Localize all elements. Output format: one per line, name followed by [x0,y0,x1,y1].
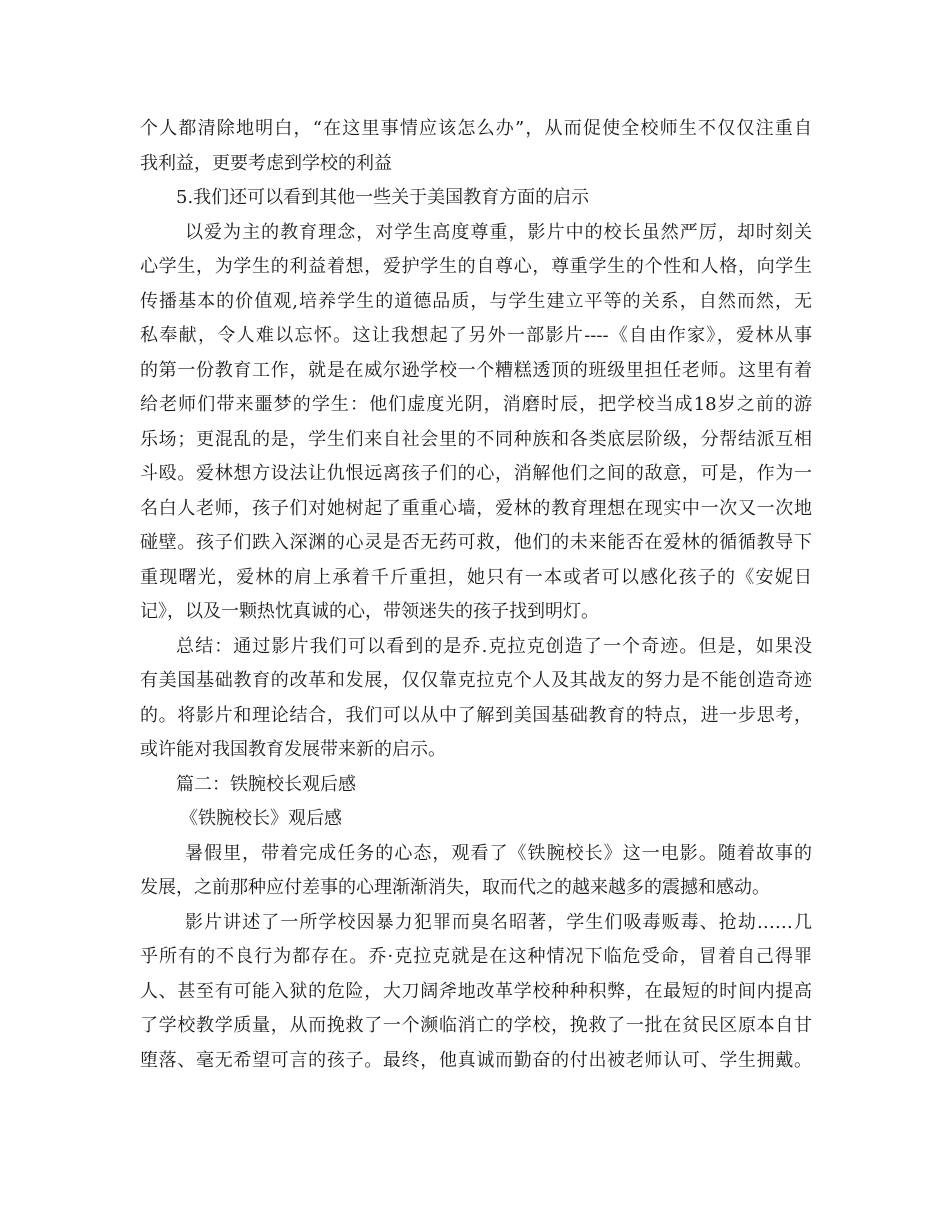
text-line: 心学生，为学生的利益着想，爱护学生的自尊心，尊重学生的个性和人格，向学生 [140,256,812,277]
text-line: 以爱为主的教育理念，对学生高度尊重，影片中的校长虽然严厉，却时刻关 [185,221,812,243]
text-line: 个人都清除地明白，“在这里事情应该怎么办”，从而促使全校师生不仅仅注重自 [140,118,812,139]
section-heading: 篇二：铁腕校长观后感 [176,773,356,795]
section-heading: 5.我们还可以看到其他一些关于美国教育方面的启示 [176,187,590,208]
text-line: 了学校教学质量，从而挽救了一个濒临消亡的学校，挽救了一批在贫民区原本自甘 [140,1015,812,1036]
text-line: 斗殴。爱林想方设法让仇恨远离孩子们的心，消解他们之间的敌意，可是，作为一 [140,463,812,484]
text-line: 暑假里，带着完成任务的心态，观看了《铁腕校长》这一电影。随着故事的 [185,842,812,864]
text-line: 的第一份教育工作，就是在威尔逊学校一个糟糕透顶的班级里担任老师。这里有着 [140,359,812,381]
text-line: 名白人老师，孩子们对她树起了重重心墙，爱林的教育理想在现实中一次又一次地 [140,497,812,519]
text-line: 碰壁。孩子们跌入深渊的心灵是否无药可救，他们的未来能否在爱林的循循教导下 [140,532,812,553]
text-line: 乐场；更混乱的是，学生们来自社会里的不同种族和各类底层阶级，分帮结派互相 [140,428,812,450]
text-line: 人、甚至有可能入狱的危险，大刀阔斧地改革学校种种积弊，在最短的时间内提高 [140,980,812,1002]
text-line: 私奉献，令人难以忘怀。这让我想起了另外一部影片----《自由作家》，爱林从事 [140,325,812,346]
text-line: 影片讲述了一所学校因暴力犯罪而臭名昭著，学生们吸毒贩毒、抢劫……几 [185,911,812,933]
text-line: 或许能对我国教育发展带来新的启示。 [140,739,446,760]
text-line: 堕落、毫无希望可言的孩子。最终，他真诚而勤奋的付出被老师认可、学生拥戴。 [140,1049,812,1071]
text-line: 传播基本的价值观,培养学生的道德品质，与学生建立平等的关系，自然而然，无 [140,290,812,312]
text-line: 给老师们带来噩梦的学生：他们虚度光阴，消磨时辰，把学校当成18岁之前的游 [140,394,812,415]
article-title: 《铁腕校长》观后感 [180,808,342,829]
text-line: 发展，之前那种应付差事的心理渐渐消失，取而代之的越来越多的震撼和感动。 [140,877,770,898]
text-line: 乎所有的不良行为都存在。乔·克拉克就是在这种情况下临危受命，冒着自己得罪 [140,946,812,967]
text-line: 我利益，更要考虑到学校的利益 [140,152,392,174]
document-body [140,112,812,1078]
text-line: 的。将影片和理论结合，我们可以从中了解到美国基础教育的特点，进一步思考， [140,704,812,726]
text-line: 重现曙光，爱林的肩上承着千斤重担，她只有一本或者可以感化孩子的《安妮日 [140,566,812,588]
text-line: 总结：通过影片我们可以看到的是乔.克拉克创造了一个奇迹。但是，如果没 [176,635,812,657]
text-line: 记》，以及一颗热忱真诚的心，带领迷失的孩子找到明灯。 [140,601,599,622]
text-line: 有美国基础教育的改革和发展，仅仅靠克拉克个人及其战友的努力是不能创造奇迹 [140,670,812,691]
